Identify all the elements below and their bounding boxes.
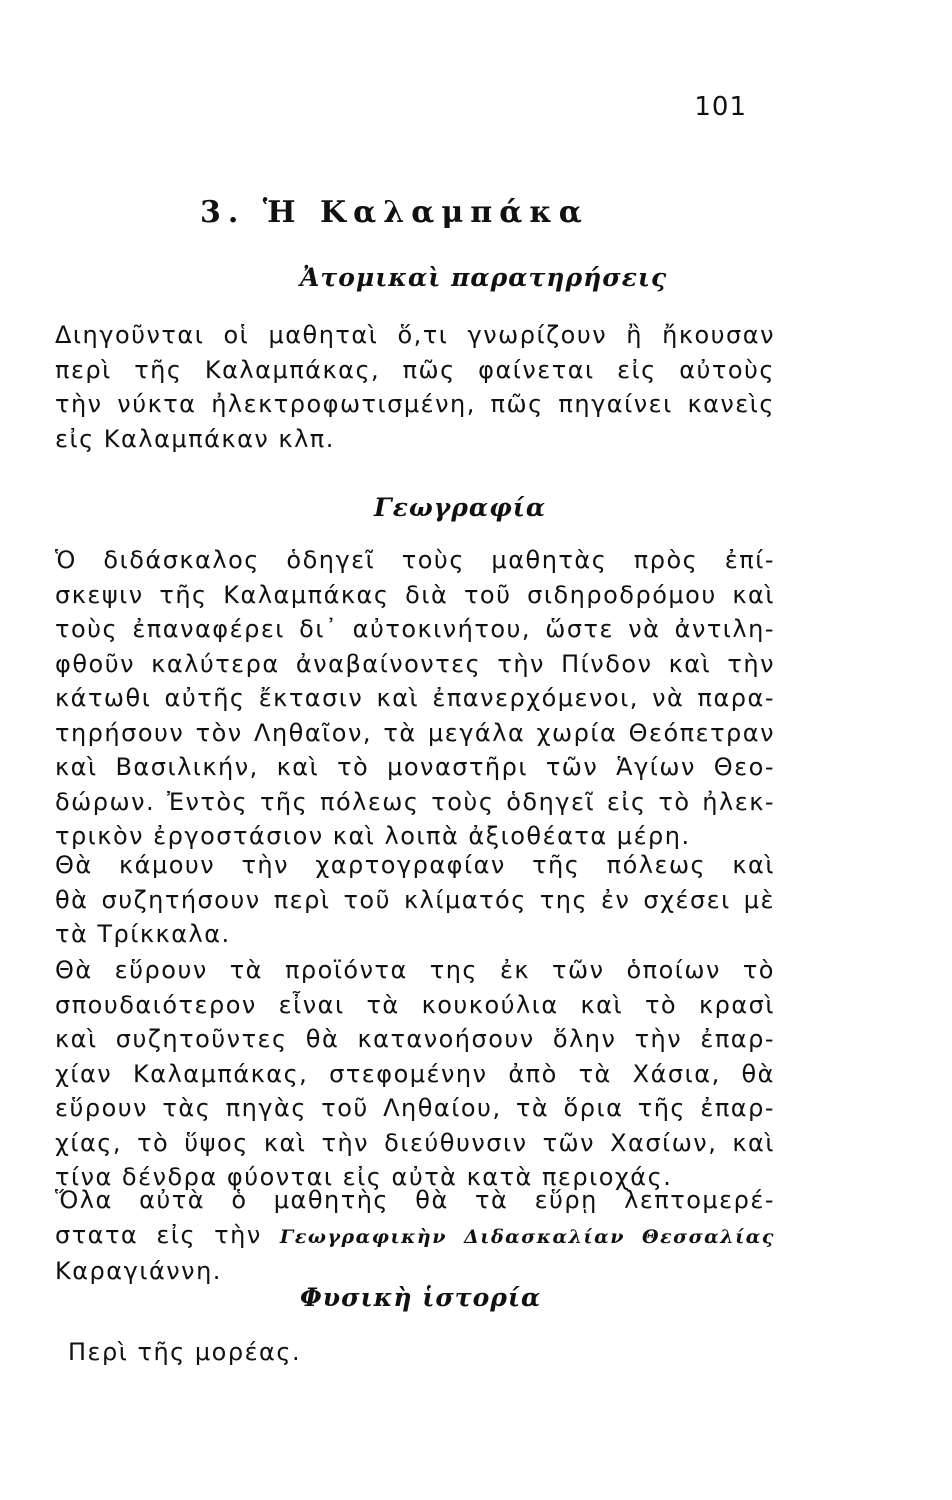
text-line: καὶ συζητοῦντες θὰ κατανοήσουν ὅλην τὴν ἐπαρ-: [55, 1025, 775, 1053]
text-line: εὕρουν τὰς πηγὰς τοῦ Ληθαίου, τὰ ὅρια τῆς ἐπαρ-: [55, 1094, 775, 1122]
text-line: τίνα δένδρα φύονται εἰς αὐτὰ κατὰ περιοχάς.: [55, 1163, 673, 1191]
paragraph-geography-map: [55, 848, 775, 952]
text-line: [55, 1218, 775, 1255]
book-title-reference: Γεωγραφικὴν Διδασκαλίαν Θεσσαλίας: [279, 1225, 775, 1248]
text-line: φθοῦν καλύτερα ἀναβαίνοντες τὴν Πίνδον καὶ τὴν: [55, 649, 775, 678]
text-line: κάτωθι αὐτῆς ἔκτασιν καὶ ἐπανερχόμενοι, νὰ παρα-: [55, 684, 775, 712]
text-line: τηρήσουν τὸν Ληθαῖον, τὰ μεγάλα χωρία Θεόπετραν: [55, 718, 775, 747]
paragraph-natural-history: [55, 1335, 775, 1370]
text-line: Ὅλα αὐτὰ ὁ μαθητὴς θὰ τὰ εὕρῃ λεπτομερέ-: [55, 1186, 775, 1214]
text-line: Θὰ κάμουν τὴν χαρτογραφίαν τῆς πόλεως καὶ: [55, 851, 775, 879]
page-number: 101: [694, 92, 747, 122]
text-line: περὶ τῆς Καλαμπάκας, πῶς φαίνεται εἰς αὐτοὺς: [55, 355, 775, 384]
text-line: τὴν νύκτα ἠλεκτροφωτισμένη, πῶς πηγαίνει κανεὶς: [55, 390, 775, 418]
text-line: δώρων. Ἐντὸς τῆς πόλεως τοὺς ὁδηγεῖ εἰς τὸ ἠλεκ-: [55, 787, 775, 816]
section-heading-geography: Γεωγραφία: [374, 493, 547, 522]
section-heading-natural-history: Φυσικὴ ἱστορία: [300, 1283, 542, 1312]
text-line: Περὶ τῆς μορέας.: [68, 1338, 302, 1366]
text-line: τρικὸν ἐργοστάσιον καὶ λοιπὰ ἀξιοθέατα μέρη.: [55, 822, 691, 850]
paragraph-observations: [55, 318, 775, 456]
text-line: τὰ Τρίκκαλα.: [55, 920, 231, 948]
text-line: θὰ συζητήσουν περὶ τοῦ κλίματός της ἐν σχέσει μὲ: [55, 885, 775, 914]
paragraph-geography-reference: [55, 1183, 775, 1289]
text-line: Καραγιάννη.: [55, 1257, 222, 1285]
paragraph-geography-visit: [55, 543, 775, 854]
text-line: εἰς Καλαμπάκαν κλπ.: [55, 424, 335, 453]
chapter-title: 3. Ἡ Καλαμπάκα: [200, 195, 589, 230]
text-line: τοὺς ἐπαναφέρει δι᾽ αὐτοκινήτου, ὥστε νὰ ἀντιλη-: [55, 615, 775, 643]
text-line: Διηγοῦνται οἱ μαθηταὶ ὅ,τι γνωρίζουν ἢ ἤκουσαν: [55, 321, 775, 349]
text-line: Θὰ εὕρουν τὰ προϊόντα της ἐκ τῶν ὁποίων τὸ: [55, 956, 775, 984]
text-line: σπουδαιότερον εἶναι τὰ κουκούλια καὶ τὸ κρασὶ: [55, 990, 775, 1019]
text-line: χίαν Καλαμπάκας, στεφομένην ἀπὸ τὰ Χάσια, θὰ: [55, 1059, 775, 1088]
text-line: σκεψιν τῆς Καλαμπάκας διὰ τοῦ σιδηροδρόμου καὶ: [55, 580, 775, 609]
text-line: καὶ Βασιλικήν, καὶ τὸ μοναστῆρι τῶν Ἁγίων Θεο-: [55, 753, 775, 781]
text-line: Ὁ διδάσκαλος ὁδηγεῖ τοὺς μαθητὰς πρὸς ἐπί-: [55, 546, 775, 574]
text-line: χίας, τὸ ὕψος καὶ τὴν διεύθυνσιν τῶν Χασίων, καὶ: [55, 1128, 775, 1157]
section-heading-observations: Ἀτομικαὶ παρατηρήσεις: [300, 263, 668, 292]
text-line-prefix: στατα εἰς τὴν: [55, 1220, 262, 1249]
paragraph-geography-products: [55, 953, 775, 1195]
